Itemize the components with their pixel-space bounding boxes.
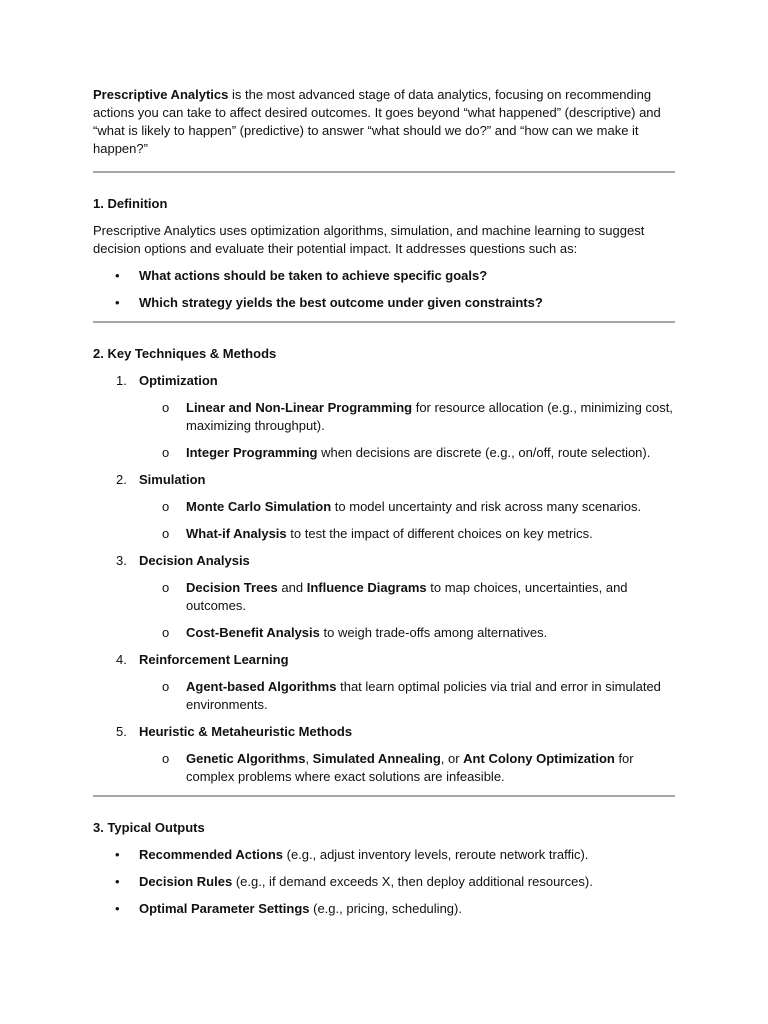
intro-term: Prescriptive Analytics — [93, 87, 229, 102]
question-text: What actions should be taken to achieve specific goals? — [139, 268, 488, 283]
sub-item-term-3: Ant Colony Optimization — [463, 751, 615, 766]
techniques-method-list — [93, 372, 675, 786]
sub-item-text: to weigh trade-offs among alternatives. — [319, 625, 548, 640]
sub-item-text: when decisions are discrete (e.g., on/off, route selection). — [317, 445, 651, 460]
method-title: Reinforcement Learning — [139, 652, 289, 667]
question-text: Which strategy yields the best outcome under given constraints? — [139, 295, 543, 310]
sub-item-connector: , — [305, 751, 313, 766]
method-sub-list — [93, 498, 675, 543]
sub-item-text: that learn optimal policies via trial and error in simulated environments. — [186, 679, 661, 712]
section-divider — [93, 795, 675, 797]
method-title: Simulation — [139, 472, 206, 487]
method-heading — [93, 723, 675, 741]
document-page — [93, 86, 675, 927]
list-item — [93, 267, 675, 285]
method-sub-list — [93, 678, 675, 714]
method-heading — [93, 552, 675, 570]
sub-list-item — [93, 579, 675, 615]
bullet-icon: • — [115, 268, 120, 283]
sub-item-text: to map choices, uncertainties, and outcomes. — [186, 580, 628, 613]
method-heading — [93, 471, 675, 489]
method-number: 5. — [116, 724, 127, 739]
sub-item-term-2: Influence Diagrams — [306, 580, 427, 595]
sub-item-term: Integer Programming — [186, 445, 318, 460]
list-item — [93, 294, 675, 312]
circle-bullet-icon: o — [162, 400, 170, 415]
method-item — [93, 372, 675, 462]
sub-item-text: for resource allocation (e.g., minimizing cost, maximizing throughput). — [186, 400, 673, 433]
circle-bullet-icon: o — [162, 751, 170, 766]
method-title: Decision Analysis — [139, 553, 250, 568]
method-item — [93, 723, 675, 786]
circle-bullet-icon: o — [162, 499, 170, 514]
outputs-list — [93, 846, 675, 918]
list-item — [93, 900, 675, 918]
sub-item-term: Monte Carlo Simulation — [186, 499, 332, 514]
sub-item-connector-2: , or — [440, 751, 464, 766]
method-sub-list — [93, 399, 675, 462]
method-sub-list — [93, 579, 675, 642]
list-item — [93, 873, 675, 891]
output-text: (e.g., adjust inventory levels, reroute network traffic). — [283, 847, 589, 862]
circle-bullet-icon: o — [162, 679, 170, 694]
section-heading-definition: 1. Definition — [93, 196, 168, 211]
sub-item-term-2: Simulated Annealing — [312, 751, 441, 766]
section-heading-outputs: 3. Typical Outputs — [93, 820, 205, 835]
output-term: Decision Rules — [139, 874, 233, 889]
output-text: (e.g., if demand exceeds X, then deploy additional resources). — [232, 874, 593, 889]
list-item — [93, 846, 675, 864]
method-number: 2. — [116, 472, 127, 487]
method-heading — [93, 651, 675, 669]
intro-text: is the most advanced stage of data analytics, focusing on recommending actions you can take to affect desired outcomes. It goes beyond “what happened” (descriptive) and “what is likely to happen” (predictive) to answer “what should we do?” and “how can we make it happen?” — [93, 87, 661, 156]
method-number: 1. — [116, 373, 127, 388]
bullet-icon: • — [115, 901, 120, 916]
method-title: Heuristic & Metaheuristic Methods — [139, 724, 353, 739]
sub-item-text: for complex problems where exact solutions are infeasible. — [186, 751, 634, 784]
sub-list-item — [93, 525, 675, 543]
definition-question-list — [93, 267, 675, 312]
sub-list-item — [93, 444, 675, 462]
bullet-icon: • — [115, 847, 120, 862]
bullet-icon: • — [115, 295, 120, 310]
circle-bullet-icon: o — [162, 445, 170, 460]
sub-item-term: What-if Analysis — [186, 526, 287, 541]
sub-item-term: Linear and Non-Linear Programming — [186, 400, 413, 415]
method-heading — [93, 372, 675, 390]
section-divider — [93, 171, 675, 173]
circle-bullet-icon: o — [162, 526, 170, 541]
definition-paragraph: Prescriptive Analytics uses optimization algorithms, simulation, and machine learning to suggest decision options and evaluate their potential impact. It addresses questions such as: — [93, 223, 645, 256]
section-heading-techniques: 2. Key Techniques & Methods — [93, 346, 277, 361]
method-sub-list — [93, 750, 675, 786]
circle-bullet-icon: o — [162, 580, 170, 595]
sub-list-item — [93, 399, 675, 435]
sub-item-term: Decision Trees — [186, 580, 278, 595]
method-number: 4. — [116, 652, 127, 667]
sub-list-item — [93, 750, 675, 786]
sub-list-item — [93, 678, 675, 714]
sub-item-term: Cost-Benefit Analysis — [186, 625, 320, 640]
sub-item-term: Genetic Algorithms — [186, 751, 306, 766]
sub-item-connector: and — [277, 580, 307, 595]
method-item — [93, 552, 675, 642]
output-text: (e.g., pricing, scheduling). — [309, 901, 462, 916]
method-title: Optimization — [139, 373, 218, 388]
method-item — [93, 471, 675, 543]
method-item — [93, 651, 675, 714]
method-number: 3. — [116, 553, 127, 568]
intro-paragraph — [93, 86, 675, 158]
output-term: Optimal Parameter Settings — [139, 901, 310, 916]
sub-item-text: to model uncertainty and risk across many scenarios. — [331, 499, 642, 514]
sub-item-text: to test the impact of different choices on key metrics. — [286, 526, 593, 541]
section-divider — [93, 321, 675, 323]
output-term: Recommended Actions — [139, 847, 283, 862]
sub-list-item — [93, 624, 675, 642]
sub-item-term: Agent-based Algorithms — [186, 679, 337, 694]
circle-bullet-icon: o — [162, 625, 170, 640]
bullet-icon: • — [115, 874, 120, 889]
sub-list-item — [93, 498, 675, 516]
